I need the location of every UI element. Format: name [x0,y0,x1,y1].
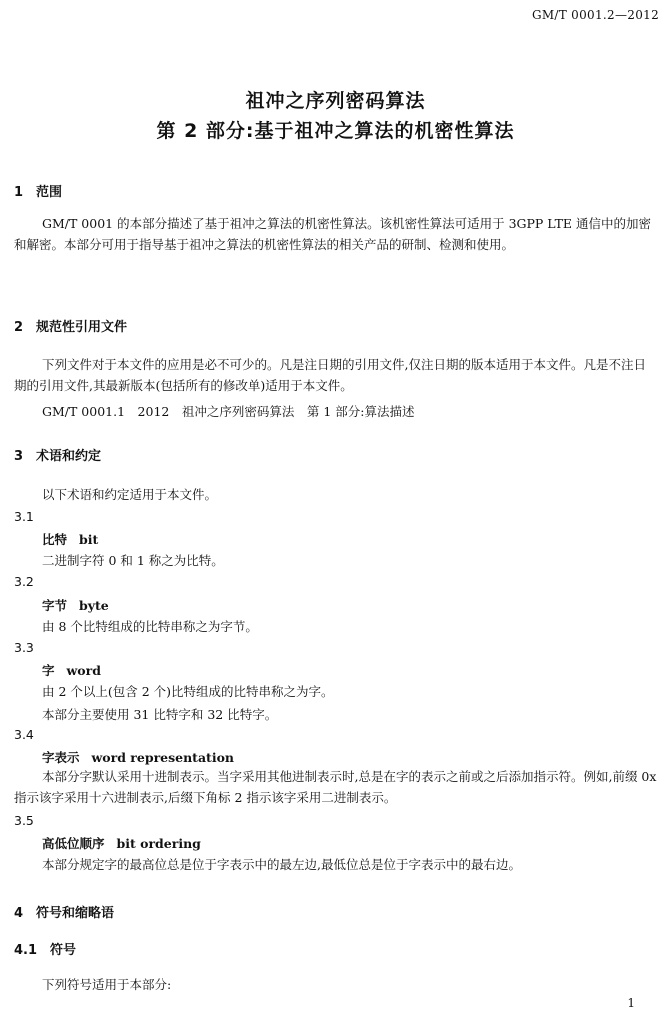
section-number: 2 [14,320,24,335]
term-definition: 本部分主要使用 31 比特字和 32 比特字。 [42,707,278,722]
section-2-heading [14,316,127,335]
page-number: 1 [627,996,635,1010]
term-title [42,530,98,548]
term-title [42,596,109,614]
term-number: 3.5 [14,813,34,828]
term-en: bit [79,532,99,547]
term-definition: 由 2 个以上(包含 2 个)比特组成的比特串称之为字。 [42,684,334,699]
section-2-paragraph: 下列文件对于本文件的应用是必不可少的。凡是注日期的引用文件,仅注日期的版本适用于本文件。凡是不注日期的引用文件,其最新版本(包括所有的修改单)适用于本文件。 [14,357,646,393]
term-zh: 比特 [42,532,68,547]
term-number: 3.4 [14,727,34,742]
section-title: 范围 [36,185,63,200]
section-1-paragraph: GM/T 0001 的本部分描述了基于祖冲之算法的机密性算法。该机密性算法可适用于 3GPP LTE 通信中的加密和解密。本部分可用于指导基于祖冲之算法的机密性算法的相关产品的研制、检测和使用。 [14,216,652,252]
section-3-heading [14,445,101,464]
section-number: 3 [14,449,24,464]
standard-code: GM/T 0001.2—2012 [531,8,659,22]
term-definition: 本部分规定字的最高位总是位于字表示中的最左边,最低位总是位于字表示中的最右边。 [42,857,521,872]
section-title: 术语和约定 [36,449,102,464]
section-4-1-paragraph: 下列符号适用于本部分: [42,977,172,992]
term-number: 3.2 [14,574,34,589]
term-zh: 字 [42,663,55,678]
term-definition: 二进制字符 0 和 1 称之为比特。 [42,553,224,568]
normative-reference: GM/T 0001.1 2012 祖冲之序列密码算法 第 1 部分:算法描述 [42,404,415,419]
term-en: byte [79,598,109,613]
term-definition: 本部分字默认采用十进制表示。当字采用其他进制表示时,总是在字的表示之前或之后添加指示符。例如,前缀 0x 指示该字采用十六进制表示,后缀下角标 2 指示该字采用二进制表示。 [14,769,657,805]
term-en: word [66,663,101,678]
section-number: 1 [14,185,24,200]
section-4-heading [14,902,114,921]
term-title [42,748,234,766]
term-en: bit ordering [116,836,201,851]
document-title-line2: 第 2 部分:基于祖冲之算法的机密性算法 [156,120,515,142]
document-title-line1: 祖冲之序列密码算法 [245,90,426,112]
term-zh: 字表示 [42,750,80,765]
section-title: 符号和缩略语 [36,906,115,921]
section-3-intro: 以下术语和约定适用于本文件。 [42,487,218,502]
term-number: 3.1 [14,509,34,524]
subsection-4-1-heading [14,939,76,958]
term-definition: 由 8 个比特组成的比特串称之为字节。 [42,619,258,634]
term-title [42,661,101,679]
term-en: word representation [91,750,235,765]
term-title [42,834,201,852]
section-number: 4 [14,906,24,921]
section-1-heading [14,181,62,200]
subsection-number: 4.1 [14,943,38,958]
term-zh: 字节 [42,598,68,613]
term-zh: 高低位顺序 [42,836,105,851]
section-title: 规范性引用文件 [36,320,128,335]
subsection-title: 符号 [50,943,77,958]
term-number: 3.3 [14,640,34,655]
